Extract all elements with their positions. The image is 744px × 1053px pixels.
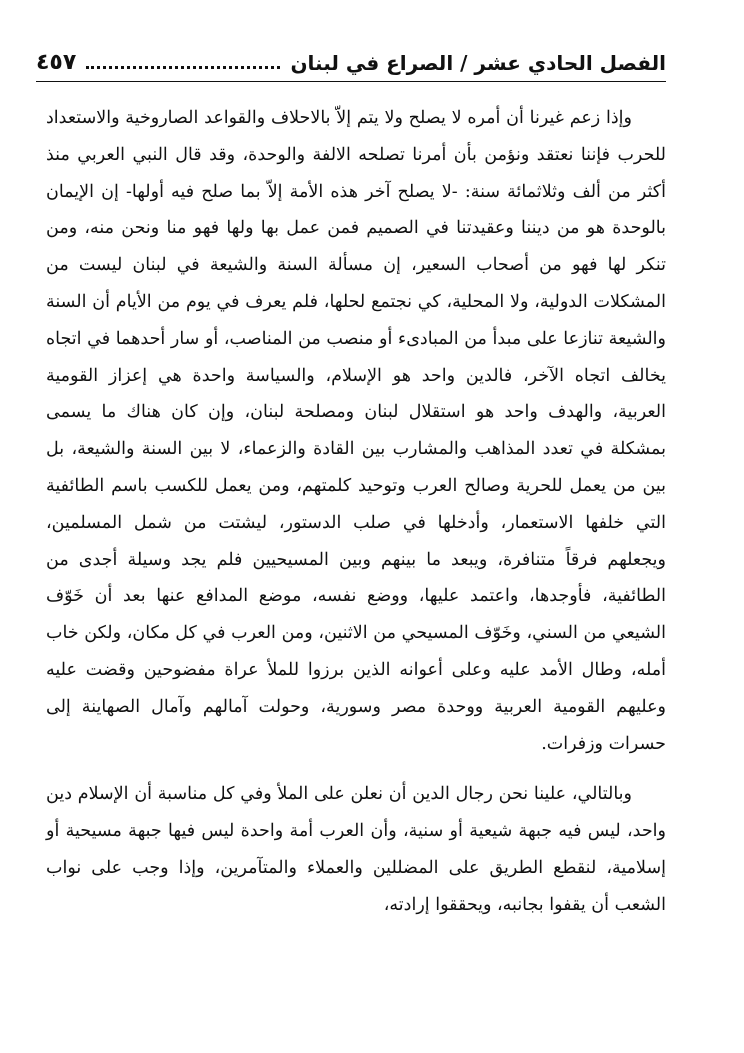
chapter-title: الفصل الحادي عشر / الصراع في لبنان <box>290 51 666 75</box>
paragraph-1: وإذا زعم غيرنا أن أمره لا يصلح ولا يتم إلاّ بالاحلاف والقواعد الصاروخية والاستعداد للحرب فإننا نعتقد ونؤمن بأن أمرنا تصلحه الالفة والوحدة، وقد قال النبي العربي منذ أكثر من ألف وثلاثمائة سنة: -لا يصلح آخر هذه الأمة إلاّ بما صلح فيه أولها- إن الإيمان بالوحدة هو من ديننا وعقيدتنا في الصميم فمن عمل بها ولها فهو منا ونحن منه، ومن تنكر لها فهو من أصحاب السعير، إن مسألة السنة والشيعة في لبنان ليست من المشكلات الدولية، ولا المحلية، كي نجتمع لحلها، فلم يعرف في يوم من الأيام أن السنة والشيعة تنازعا على مبدأ من المبادىء أو منصب من المناصب، أو سار أحدهما في اتجاه يخالف اتجاه الآخر، فالدين واحد هو الإسلام، والسياسة واحدة هي إعزاز القومية العربية، والهدف واحد هو استقلال لبنان ومصلحة لبنان، وإن كان هناك ما يسمى بمشكلة في تعدد المذاهب والمشارب بين القادة والزعماء، لا بين السنة والشيعة، بل بين من يعمل للحرية وصالح العرب وتوحيد كلمتهم، ومن يعمل للكسب باسم الطائفية التي خلفها الاستعمار، وأدخلها في صلب الدستور، ليشتت من شمل المسلمين، ويجعلهم فرقاً متنافرة، ويبعد ما بينهم وبين المسيحيين فلم يجد وسيلة أجدى من الطائفية، فأوجدها، واعتمد عليها، ووضع نفسه، موضع المدافع عنها بعد أن خَوّف الشيعي من السني، وخَوّف المسيحي من الاثنين، ومن العرب في كل مكان، ولكن خاب أمله، وطال الأمد عليه وعلى أعوانه الذين برزوا للملأ عراة مفضوحين وقضت عليه وعليهم القومية العربية ووحدة مصر وسورية، وحولت آمالهم وآمال الصهاينة إلى حسرات وزفرات. <box>46 108 666 754</box>
dotted-leader <box>86 66 280 69</box>
paragraph-2: وبالتالي، علينا نحن رجال الدين أن نعلن على الملأ وفي كل مناسبة أن الإسلام دين واحد، ليس فيه جبهة شيعية أو سنية، وأن العرب أمة واحدة ليس فيها جبهة مسيحية أو إسلامية، لنقطع الطريق على المضللين والعملاء والمتآمرين، وإذا وجب على نواب الشعب أن يقفوا بجانبه، ويحققوا إرادته، <box>46 784 666 915</box>
page-number: ٤٥٧ <box>36 50 77 75</box>
body-text <box>46 100 666 924</box>
running-header <box>36 42 666 82</box>
